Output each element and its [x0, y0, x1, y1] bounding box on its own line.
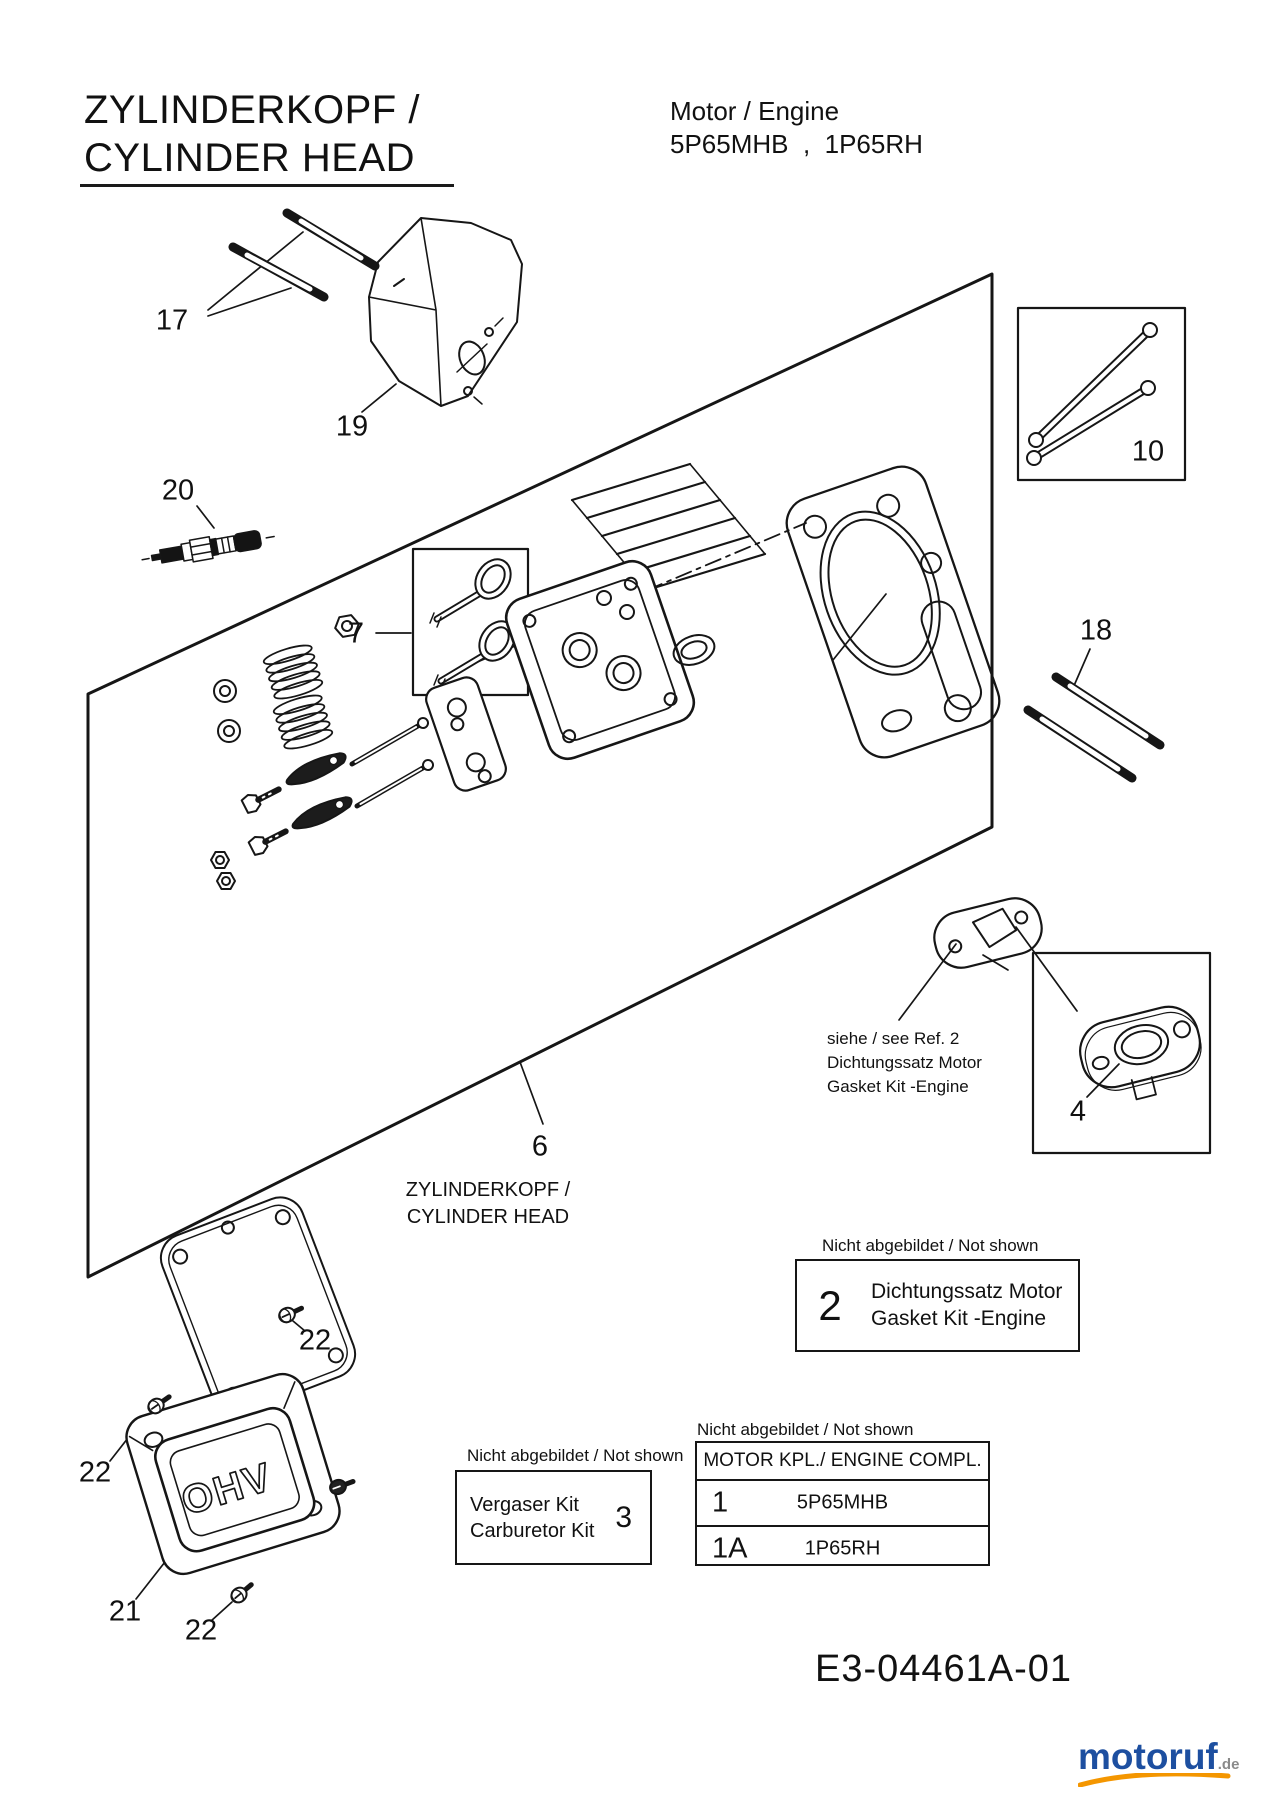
title-underline: [80, 184, 454, 187]
panel-outline: [88, 274, 992, 1277]
ref-note-line2: Dichtungssatz Motor: [827, 1052, 982, 1072]
heat-shield-19-drawing: [369, 218, 522, 406]
parts-box-4-flange: [1033, 953, 1210, 1153]
not-shown-label-1: Nicht abgebildet / Not shown: [697, 1420, 914, 1439]
gasket-kit-ref: 2: [818, 1281, 842, 1329]
part-label-10: 10: [1131, 435, 1165, 468]
not-shown-label-3: Nicht abgebildet / Not shown: [467, 1446, 684, 1465]
engine-row2-ref: 1A: [712, 1532, 748, 1564]
exhaust-gasket-drawing: [929, 893, 1047, 973]
page-title-line1: ZYLINDERKOPF /: [84, 88, 420, 132]
carburetor-kit-box: [455, 1470, 652, 1565]
ref-note-line3: Gasket Kit -Engine: [827, 1076, 969, 1096]
engine-row2-model: 1P65RH: [804, 1537, 881, 1559]
gasket-kit-line1: Dichtungssatz Motor: [871, 1280, 1063, 1304]
engine-row1-model: 5P65MHB: [796, 1491, 889, 1514]
part-label-20: 20: [161, 474, 195, 507]
table-row: [697, 1527, 988, 1570]
part-label-6: 6: [531, 1130, 549, 1163]
diagram-caption: [406, 1177, 570, 1231]
motoruf-logo[interactable]: [1078, 1738, 1268, 1796]
engine-heading: Motor / Engine: [670, 96, 840, 126]
ref-note: [827, 1027, 982, 1098]
part-label-21: 21: [108, 1595, 142, 1628]
part-label-22-right: 22: [298, 1324, 332, 1357]
part-label-4: 4: [1069, 1095, 1087, 1128]
part-label-19: 19: [335, 410, 369, 443]
table-row: [697, 1481, 988, 1527]
part-label-22-bottom: 22: [184, 1614, 218, 1647]
engine-models: 5P65MHB , 1P65RH: [670, 129, 923, 159]
gasket-kit-box: [795, 1259, 1080, 1352]
ref-note-line1: siehe / see Ref. 2: [827, 1029, 960, 1048]
head-gasket-drawing: [780, 460, 1007, 765]
diagram-caption-line1: ZYLINDERKOPF /: [405, 1179, 571, 1201]
valve-train-parts-drawing: [211, 614, 509, 889]
carburetor-kit-line2: Carburetor Kit: [470, 1519, 595, 1542]
document-number: E3-04461A-01: [815, 1648, 1073, 1690]
part-label-22-left: 22: [78, 1456, 112, 1489]
carburetor-kit-line1: Vergaser Kit: [470, 1493, 579, 1516]
part-label-7: 7: [347, 617, 365, 650]
logo-tld: .de: [1217, 1756, 1240, 1773]
not-shown-label-2: Nicht abgebildet / Not shown: [822, 1236, 1039, 1255]
part-label-17: 17: [155, 304, 189, 337]
carburetor-kit-ref: 3: [615, 1500, 632, 1534]
spark-plug-drawing: [140, 526, 276, 571]
logo-text: motoruf: [1078, 1736, 1218, 1777]
page-title: [84, 86, 420, 182]
diagram-caption-line2: CYLINDER HEAD: [406, 1206, 570, 1228]
engine-complete-table: [695, 1441, 990, 1566]
page-title-line2: CYLINDER HEAD: [84, 136, 416, 180]
cover-embossed-text: OHV: [176, 1454, 278, 1524]
engine-complete-header: MOTOR KPL./ ENGINE COMPL.: [697, 1443, 988, 1481]
part-label-18: 18: [1079, 614, 1113, 647]
studs-18-drawing: [1028, 677, 1160, 778]
gasket-kit-line2: Gasket Kit -Engine: [871, 1306, 1047, 1330]
studs-17-drawing: [233, 213, 375, 297]
engine-row1-ref: 1: [712, 1486, 729, 1519]
cylinder-head-drawing: [501, 464, 765, 764]
